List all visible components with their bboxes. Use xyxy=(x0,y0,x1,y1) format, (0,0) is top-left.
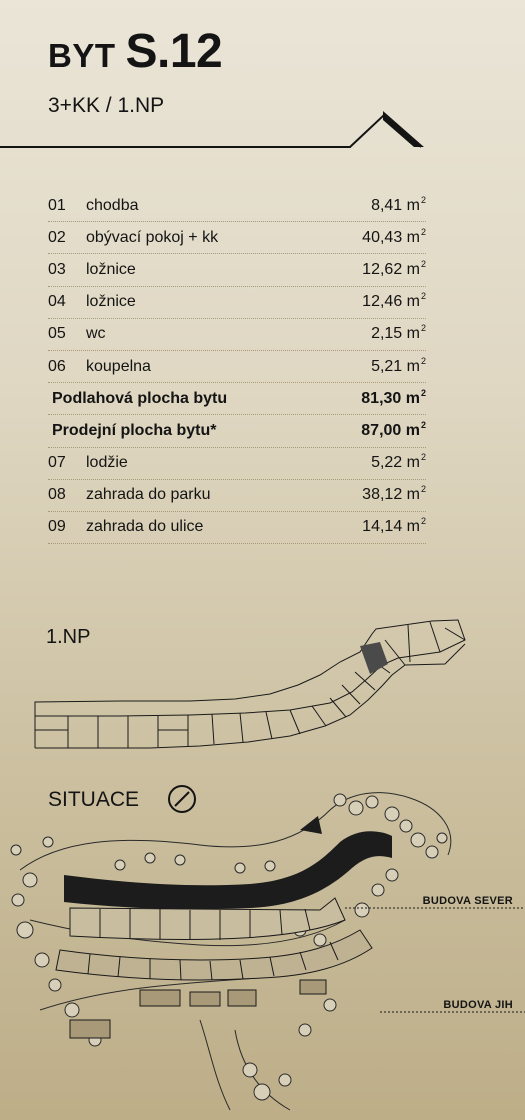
room-area: 12,46 $m^2$ xyxy=(362,291,426,311)
room-area: 8,41 $m^2$ xyxy=(371,194,426,214)
table-row xyxy=(48,319,426,351)
room-number: 03 xyxy=(48,260,66,278)
room-area: 2,15 $m^2$ xyxy=(371,323,426,343)
room-name: ložnice xyxy=(86,293,136,311)
room-name: chodba xyxy=(86,196,139,214)
total-area: 87,00 $m^2$ xyxy=(361,419,426,439)
room-name: obývací pokoj + kk xyxy=(86,228,219,246)
site-plan-label: SITUACE xyxy=(48,788,140,811)
table-row xyxy=(48,254,426,286)
room-number: 04 xyxy=(48,293,66,311)
table-row xyxy=(48,448,426,480)
title-prefix: BYT xyxy=(48,37,116,74)
table-row xyxy=(48,190,426,222)
site-plan xyxy=(0,780,525,1120)
room-number: 07 xyxy=(48,454,66,472)
highlighted-unit xyxy=(360,642,388,674)
table-row xyxy=(48,512,426,544)
room-area: 38,12 $m^2$ xyxy=(362,484,426,504)
room-number: 06 xyxy=(48,357,66,375)
table-row xyxy=(48,351,426,383)
building-jih-label: BUDOVA JIH xyxy=(443,999,513,1011)
total-floor-area-row xyxy=(48,383,426,415)
room-table xyxy=(48,190,426,544)
total-sale-area-row xyxy=(48,415,426,447)
room-number: 09 xyxy=(48,518,66,536)
table-row xyxy=(48,287,426,319)
floor-label: 1.NP xyxy=(46,626,91,648)
apartment-subtitle: 3+KK / 1.NP xyxy=(48,94,165,117)
room-name: zahrada do ulice xyxy=(86,518,204,536)
room-name: wc xyxy=(86,325,106,343)
room-area: 40,43 $m^2$ xyxy=(362,226,426,246)
total-area: 81,30 $m^2$ xyxy=(361,387,426,407)
table-row xyxy=(48,480,426,512)
building-sever-shape xyxy=(64,831,392,909)
room-name: ložnice xyxy=(86,260,136,278)
header-rule-roof xyxy=(0,108,525,153)
room-number: 01 xyxy=(48,196,66,214)
building-sever-label: BUDOVA SEVER xyxy=(422,895,513,907)
room-area: 5,21 $m^2$ xyxy=(371,355,426,375)
apartment-code: S.12 xyxy=(125,25,223,78)
room-name: lodžie xyxy=(86,454,128,472)
apartment-title xyxy=(48,24,222,79)
table-row xyxy=(48,222,426,254)
room-number: 08 xyxy=(48,486,66,504)
room-area: 5,22 $m^2$ xyxy=(371,452,426,472)
room-number: 02 xyxy=(48,228,66,246)
total-label: Prodejní plocha bytu* xyxy=(52,421,217,439)
total-label: Podlahová plocha bytu xyxy=(52,389,228,407)
room-name: zahrada do parku xyxy=(86,486,211,504)
room-name: koupelna xyxy=(86,357,151,375)
room-number: 05 xyxy=(48,325,66,343)
room-area: 14,14 $m^2$ xyxy=(362,516,426,536)
room-area: 12,62 $m^2$ xyxy=(362,258,426,278)
